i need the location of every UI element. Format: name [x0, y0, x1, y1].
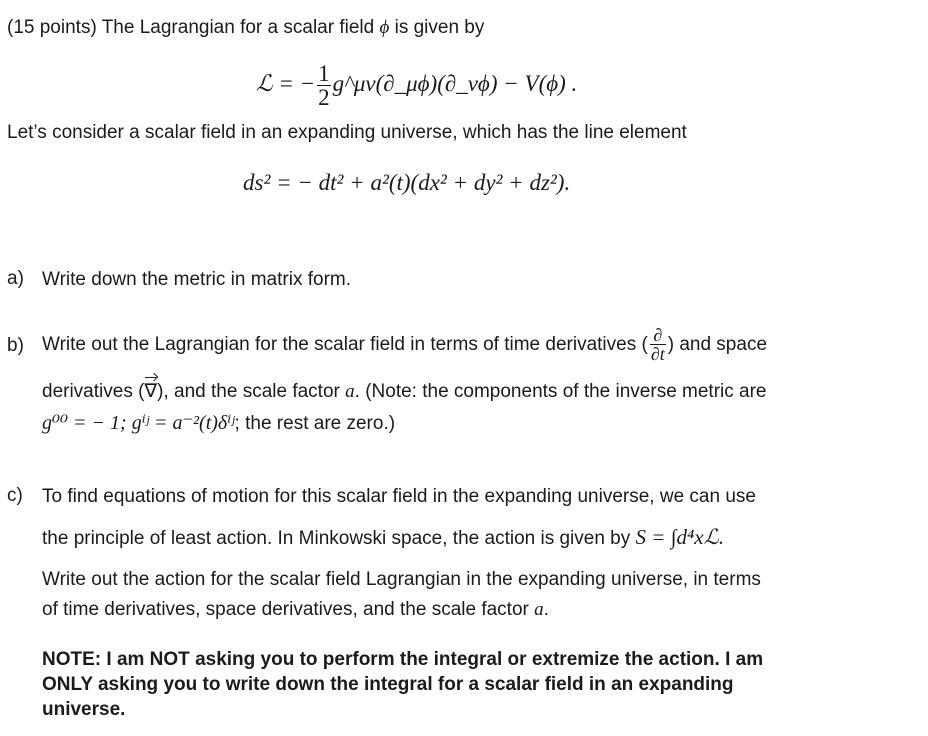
intro-text: (15 points) The Lagrangian for a scalar field ϕ is given by	[7, 17, 485, 38]
part-b-label: b)	[7, 335, 24, 356]
part-a-label: a)	[7, 268, 24, 289]
note-line1: NOTE: I am NOT asking you to perform the integral or extremize the action. I am	[42, 649, 764, 670]
note-line3: universe.	[42, 699, 126, 720]
part-a-text: Write down the metric in matrix form.	[42, 269, 352, 290]
lagrangian-equation: ℒ = − $\frac{1}{2}$ g^μν(∂_μϕ)(∂_νϕ) − V(ϕ) .	[256, 61, 578, 110]
one-half-fraction: $\frac{1}{2}$	[318, 61, 330, 110]
part-c-line2: the principle of least action. In Minkowski space, the action is given by S = ∫d⁴xℒ.	[42, 525, 724, 549]
part-b-line2: derivatives (∇), and the scale factor a. (Note: the components of the inverse metric are	[42, 381, 767, 402]
part-c-line3: Write out the action for the scalar field Lagrangian in the expanding universe, in terms	[42, 569, 761, 590]
note-line2: ONLY asking you to write down the integral for a scalar field in an expanding	[42, 674, 734, 695]
part-b-line1: Write out the Lagrangian for the scalar field in terms of time derivatives ( $\frac{\partial}{\partial t}$ ) and space	[42, 325, 768, 365]
partial-t-fraction: $\frac{\partial}{\partial t}$	[650, 325, 665, 365]
line-element-equation: ds² = − dt² + a²(t)(dx² + dy² + dz²).	[243, 170, 571, 195]
line-element-intro: Let’s consider a scalar field in an expanding universe, which has the line element	[7, 122, 687, 143]
phi-symbol: ϕ	[379, 17, 390, 38]
nabla-vector: ∇	[144, 381, 158, 402]
part-c-line4: of time derivatives, space derivatives, and the scale factor a.	[42, 599, 549, 620]
inverse-metric-math: g⁰⁰ = − 1; gⁱʲ = a⁻²(t)δⁱʲ	[42, 412, 235, 434]
action-integral-math: S = ∫d⁴xℒ.	[635, 525, 724, 549]
part-c-label: c)	[7, 485, 23, 506]
part-b-line3: g⁰⁰ = − 1; gⁱʲ = a⁻²(t)δⁱʲ; the rest are zero.)	[42, 412, 396, 434]
part-c-line1: To find equations of motion for this scalar field in the expanding universe, we can use	[42, 486, 756, 507]
